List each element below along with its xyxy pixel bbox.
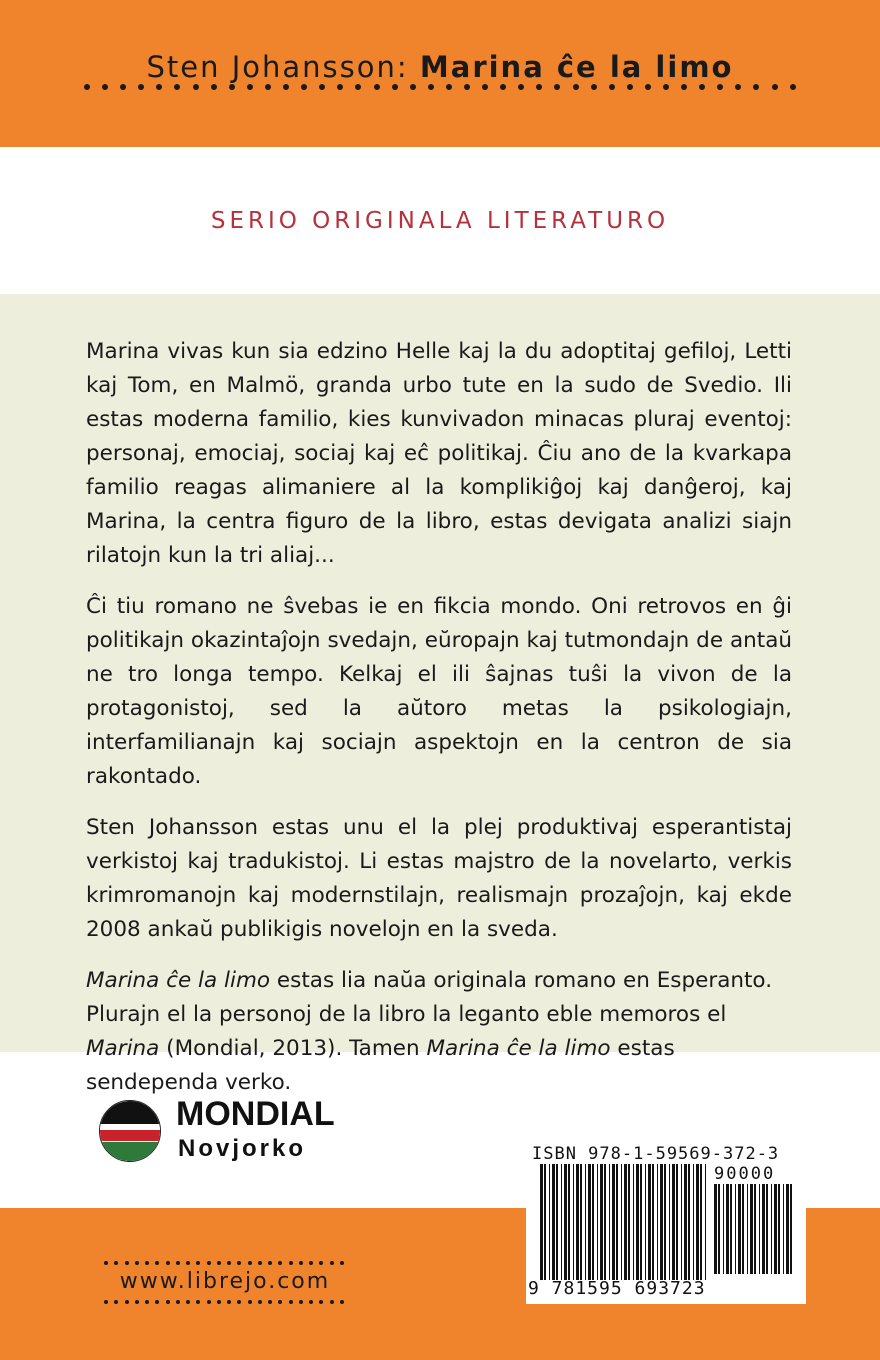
website-url[interactable]: www.librejo.com	[119, 1269, 331, 1294]
addon-bars-icon	[714, 1184, 796, 1274]
title-italic-3: Marina ĉe la limo	[426, 1036, 611, 1061]
publisher-city: Novjorko	[178, 1135, 307, 1162]
price-addon: 90000	[714, 1164, 776, 1184]
blurb-paragraph-2: Ĉi tiu romano ne ŝvebas ie en fikcia mondo. Oni retrovos en ĝi politikajn okazintaĵojn svedajn, eŭropajn kaj tutmondajn de antaŭ ne tro longa tempo. Kelkaj el ili ŝajnas tuŝi la vivon de la protagonistoj, sed la aŭtoro metas la psikologiajn, interfamilianajn kaj sociajn aspektojn en la centron de sia rakontado.	[86, 594, 792, 789]
barcode-bars-icon	[540, 1164, 710, 1280]
cover-title	[0, 50, 880, 84]
series-label: SERIO ORIGINALA LITERATURO	[210, 208, 670, 234]
blurb-paragraph-3: Sten Johansson estas unu el la plej produktivaj esperantistaj verkistoj kaj tradukistoj. Li estas majstro de la novelarto, verkis krimromanojn kaj modernstilajn, realismajn prozaĵojn, kaj ekde 2008 ankaŭ publikigis novelojn en la sveda.	[86, 815, 792, 942]
blurb-text-2: (Mondial, 2013). Tamen	[159, 1036, 427, 1061]
barcode	[526, 1144, 806, 1304]
blurb-text-3: estas sendependa verko.	[86, 1036, 675, 1095]
title-italic-2: Marina	[86, 1036, 160, 1061]
publisher-name: MONDIAL	[176, 1095, 335, 1133]
blurb-text-1: estas lia naŭa originala romano en Esperanto. Plurajn el la personoj de la libro la leganto eble memoros el	[86, 968, 773, 1027]
url-dot-divider-top	[104, 1261, 344, 1265]
book-title: Marina ĉe la limo	[419, 50, 734, 84]
blurb	[86, 335, 792, 1117]
blurb-paragraph-1: Marina vivas kun sia edzino Helle kaj la du adoptitaj gefiloj, Letti kaj Tom, en Malmö, granda urbo tute en la sudo de Svedio. Ili estas moderna familio, kies kunvivadon minacas pluraj eventoj: personaj, emociaj, sociaj kaj eĉ politikaj. Ĉiu ano de la kvarkapa familio reagas alimaniere al la komplikiĝoj kaj danĝeroj, kaj Marina, la centra figuro de la libro, estas devigata analizi siajn rilatojn kun la tri aliaj...	[86, 339, 792, 568]
top-dot-divider	[84, 84, 796, 90]
title-italic-1: Marina ĉe la limo	[86, 968, 271, 993]
ean-digits: 9 781595 693723	[528, 1278, 706, 1299]
isbn-label: ISBN 978-1-59569-372-3	[532, 1144, 780, 1164]
mondial-logo-icon	[99, 1100, 161, 1162]
url-dot-divider-bottom	[104, 1300, 344, 1304]
author-name: Sten Johansson:	[146, 50, 409, 84]
blurb-paragraph-4	[86, 964, 792, 1100]
